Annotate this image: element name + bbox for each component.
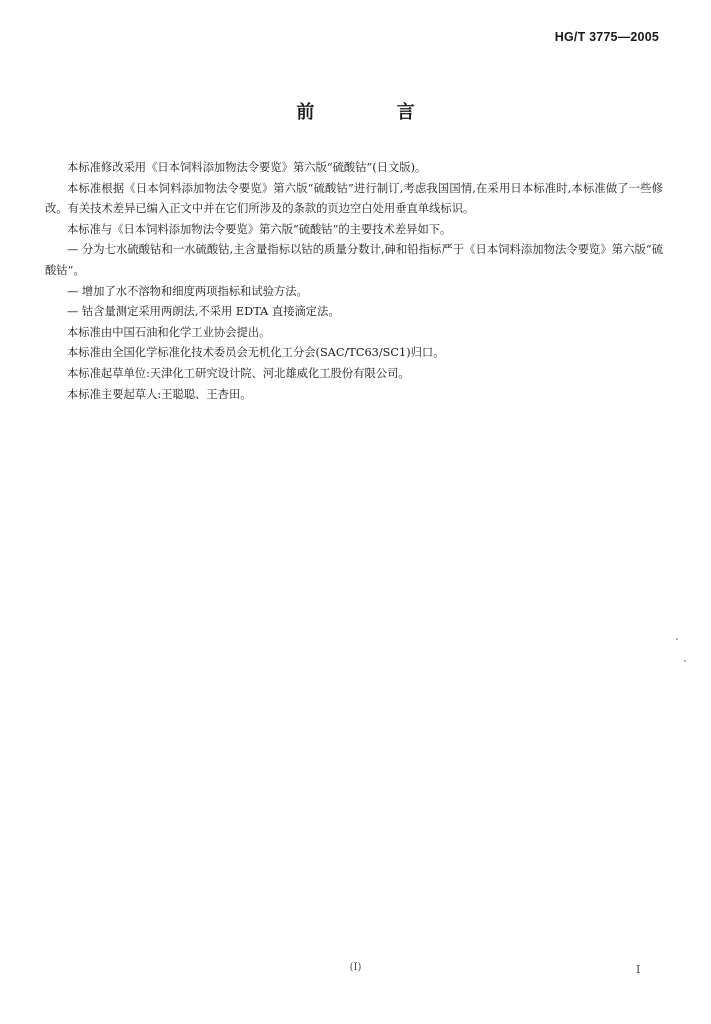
standard-code: HG/T 3775—2005 <box>554 30 659 44</box>
paragraph: 本标准根据《日本饲料添加物法令要览》第六版“硫酸钴”进行制订,考虑我国国情,在采用日本标准时,本标准做了一些修改。有关技术差异已编入正文中并在它们所涉及的条款的页边空白处用垂直单线标识。 <box>45 181 663 216</box>
paragraph: 本标准主要起草人:王聪聪、王杏田。 <box>67 387 252 401</box>
page-number: (I) <box>349 962 362 973</box>
paragraph: 本标准由中国石油和化学工业协会提出。 <box>67 325 271 339</box>
paragraph: 本标准修改采用《日本饲料添加物法令要览》第六版“硫酸钴”(日文版)。 <box>67 161 427 174</box>
scan-speck <box>684 660 686 662</box>
paragraph: — 钴含量测定采用两朗法,不采用 EDTA 直接滴定法。 <box>67 305 340 319</box>
margin-mark: I <box>636 963 641 976</box>
paragraph: 本标准起草单位:天津化工研究设计院、河北雄威化工股份有限公司。 <box>67 366 410 380</box>
paragraph: 本标准与《日本饲料添加物法令要览》第六版“硫酸钴”的主要技术差异如下。 <box>67 222 452 236</box>
scan-speck <box>676 638 678 640</box>
paragraph: — 增加了水不溶物和细度两项指标和试验方法。 <box>67 284 308 298</box>
page-title: 前 言 <box>296 102 453 123</box>
paragraph: 本标准由全国化学标准化技术委员会无机化工分会(SAC/TC63/SC1)归口。 <box>67 346 445 360</box>
paragraph: — 分为七水硫酸钴和一水硫酸钴,主含量指标以钴的质量分数计,砷和铅指标严于《日本饲料添加物法令要览》第六版“硫酸钴”。 <box>45 243 663 277</box>
foreword-body <box>45 158 663 405</box>
